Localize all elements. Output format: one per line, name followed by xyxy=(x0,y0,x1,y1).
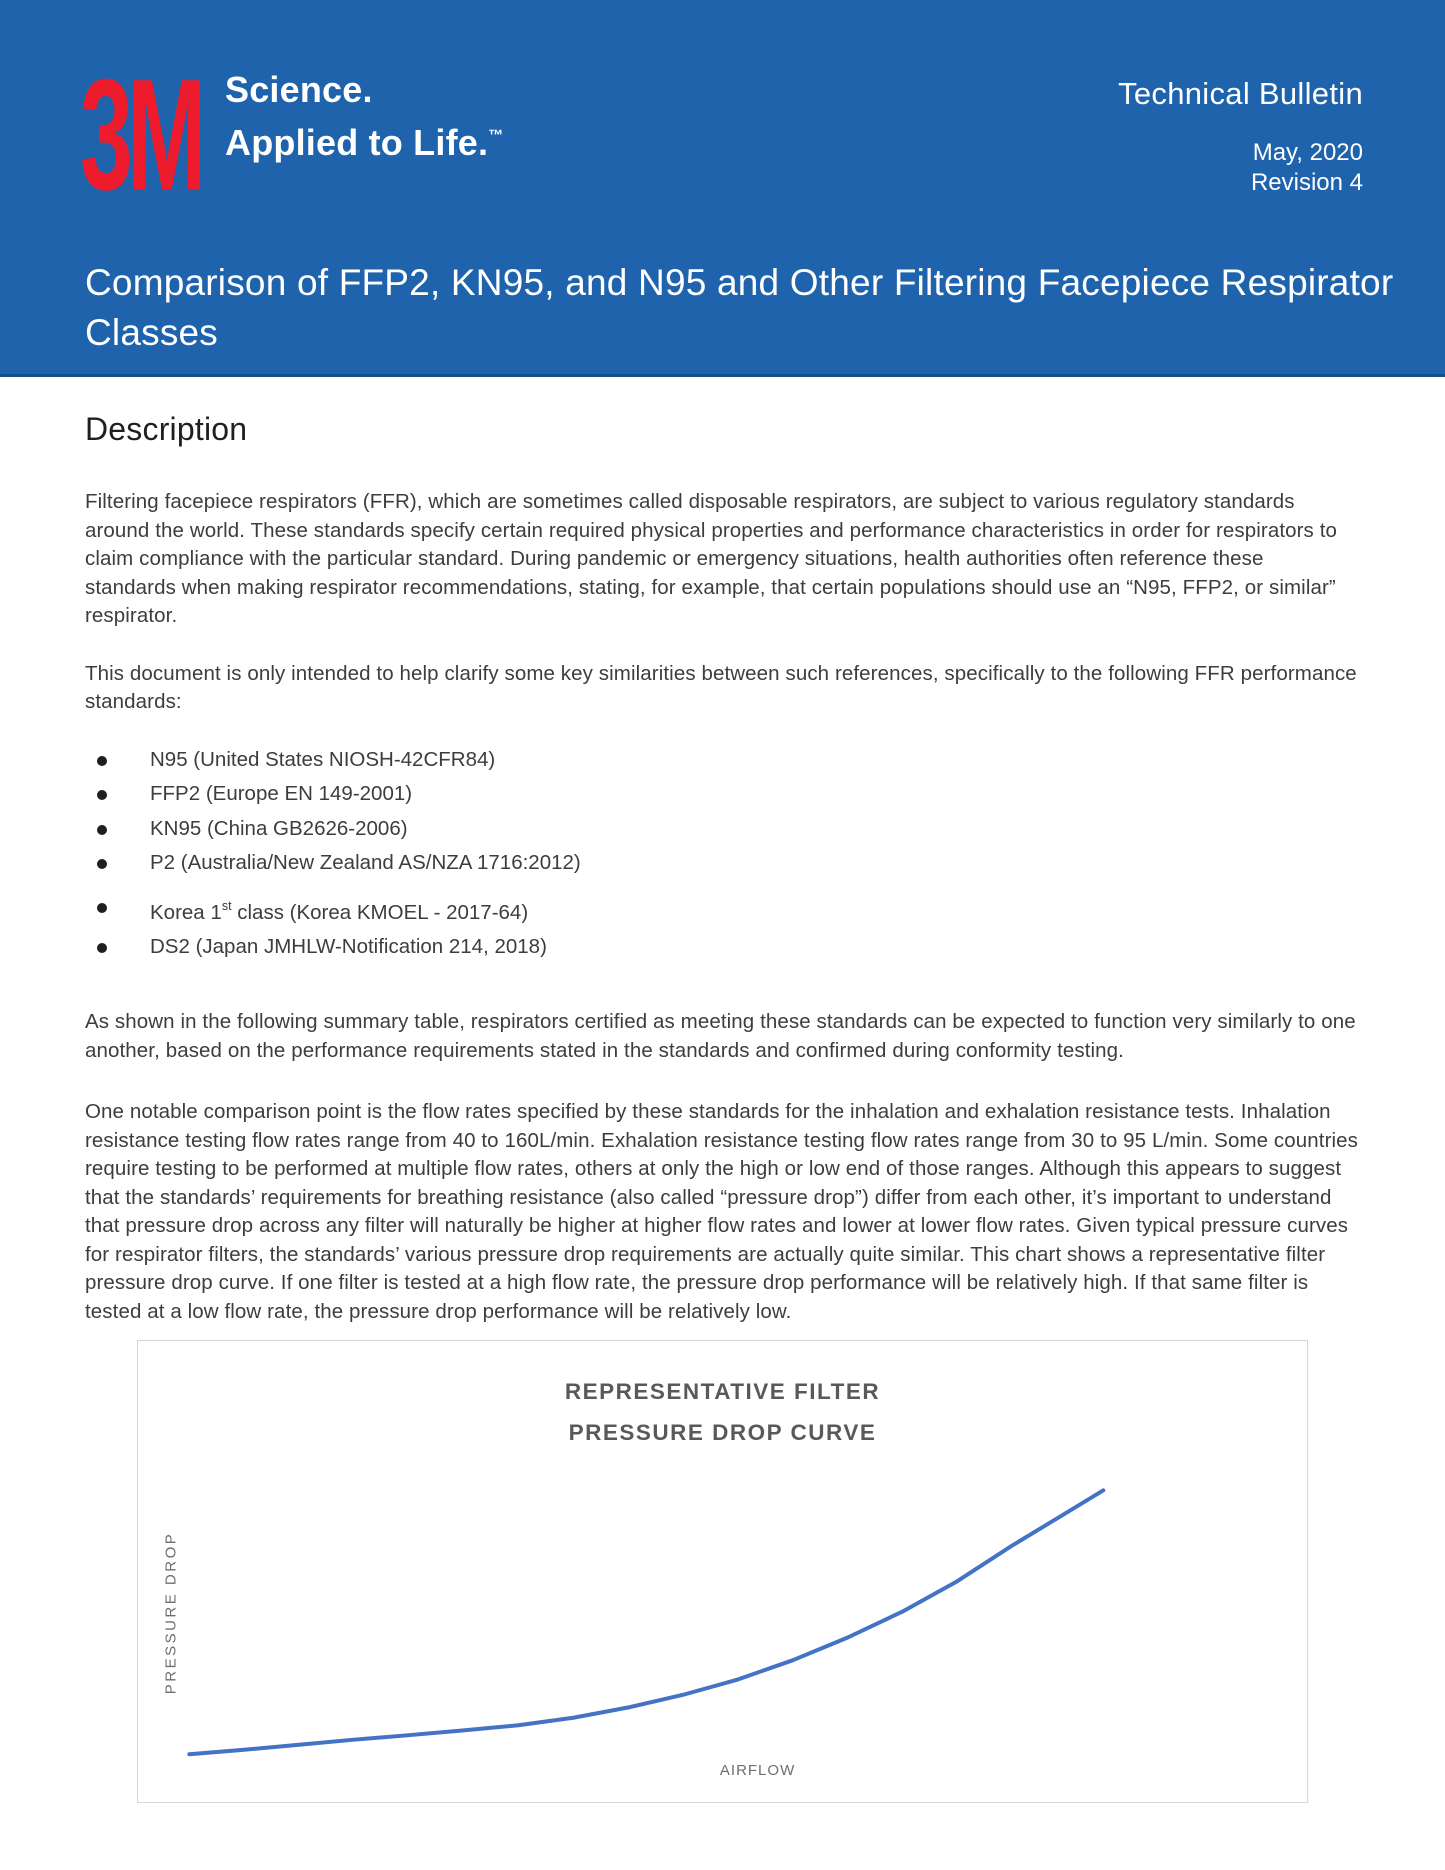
paragraph-intro: Filtering facepiece respirators (FFR), which are sometimes called disposable respirators, are subject to various regulatory standards around the world. These standards specify certain required physical properties and performance characteristics in order for respirators to claim compliance with the particular standard. During pandemic or emergency situations, health authorities often reference these standards when making respirator recommendations, stating, for example, that certain populations should use an “N95, FFP2, or similar” respirator. xyxy=(85,490,1337,627)
section-heading-description: Description xyxy=(85,411,248,447)
list-item: P2 (Australia/New Zealand AS/NZA 1716:2012) xyxy=(85,846,1360,881)
pressure-curve xyxy=(189,1491,1103,1755)
list-item: KN95 (China GB2626-2006) xyxy=(85,812,1360,847)
paragraph-summary-table: As shown in the following summary table, respirators certified as meeting these standards can be expected to function very similarly to one another, based on the performance requirements stated in the standards and confirmed during conformity testing. xyxy=(85,1010,1356,1062)
page-title: Comparison of FFP2, KN95, and N95 and Other Filtering Facepiece Respirator Classes xyxy=(85,262,1394,353)
tagline-line-2: Applied to Life.™ xyxy=(225,122,504,163)
list-item: DS2 (Japan JMHLW-Notification 214, 2018) xyxy=(85,930,1360,965)
paragraph-purpose: This document is only intended to help clarify some key similarities between such references, specifically to the following FFR performance standards: xyxy=(85,661,1357,713)
chart-title-line-1: REPRESENTATIVE FILTER xyxy=(564,1379,881,1405)
list-item: N95 (United States NIOSH-42CFR84) xyxy=(85,743,1360,778)
paragraph-flow-rates: One notable comparison point is the flow rates specified by these standards for the inhalation and exhalation resistance tests. Inhalation resistance testing flow rates range from 40 to 160L/min. Exhalation resistance testing flow rates range from 30 to 95 L/min. Some countries require testing to be performed at multiple flow rates, others at only the high or low end of those ranges. Although this appears to suggest that the standards’ requirements for breathing resistance (also called “pressure drop”) differ from each other, it’s important to understand that pressure drop across any filter will naturally be higher at higher flow rates and lower at lower flow rates. Given typical pressure curves for respirator filters, the standards’ various pressure drop requirements are actually quite similar. This chart shows a representative filter pressure drop curve. If one filter is tested at a high flow rate, the pressure drop performance will be relatively high. If that same filter is tested at a low flow rate, the pressure drop performance will be relatively low. xyxy=(85,1100,1359,1323)
header-meta xyxy=(1118,76,1363,198)
x-axis-label: AIRFLOW xyxy=(719,1762,796,1780)
trademark-symbol: ™ xyxy=(488,127,504,144)
tagline-line-1: Science. xyxy=(225,69,373,110)
pressure-drop-chart xyxy=(137,1340,1308,1803)
3m-logo: 3M xyxy=(80,47,201,223)
chart-plot-area xyxy=(138,1341,1307,1802)
doc-revision: Revision 4 xyxy=(1250,169,1363,196)
y-axis-label: PRESSURE DROP xyxy=(162,1532,180,1695)
list-item: Korea 1st class (Korea KMOEL - 2017-64) xyxy=(85,890,1360,930)
list-item: FFP2 (Europe EN 149-2001) xyxy=(85,777,1360,812)
document-body xyxy=(0,411,1445,1803)
doc-date: May, 2020 xyxy=(1252,139,1363,166)
doc-type-label: Technical Bulletin xyxy=(1118,76,1363,111)
chart-title-line-2: PRESSURE DROP CURVE xyxy=(568,1420,877,1446)
brand-tagline xyxy=(225,66,503,167)
header-banner xyxy=(0,0,1445,377)
standards-list xyxy=(85,743,1360,965)
